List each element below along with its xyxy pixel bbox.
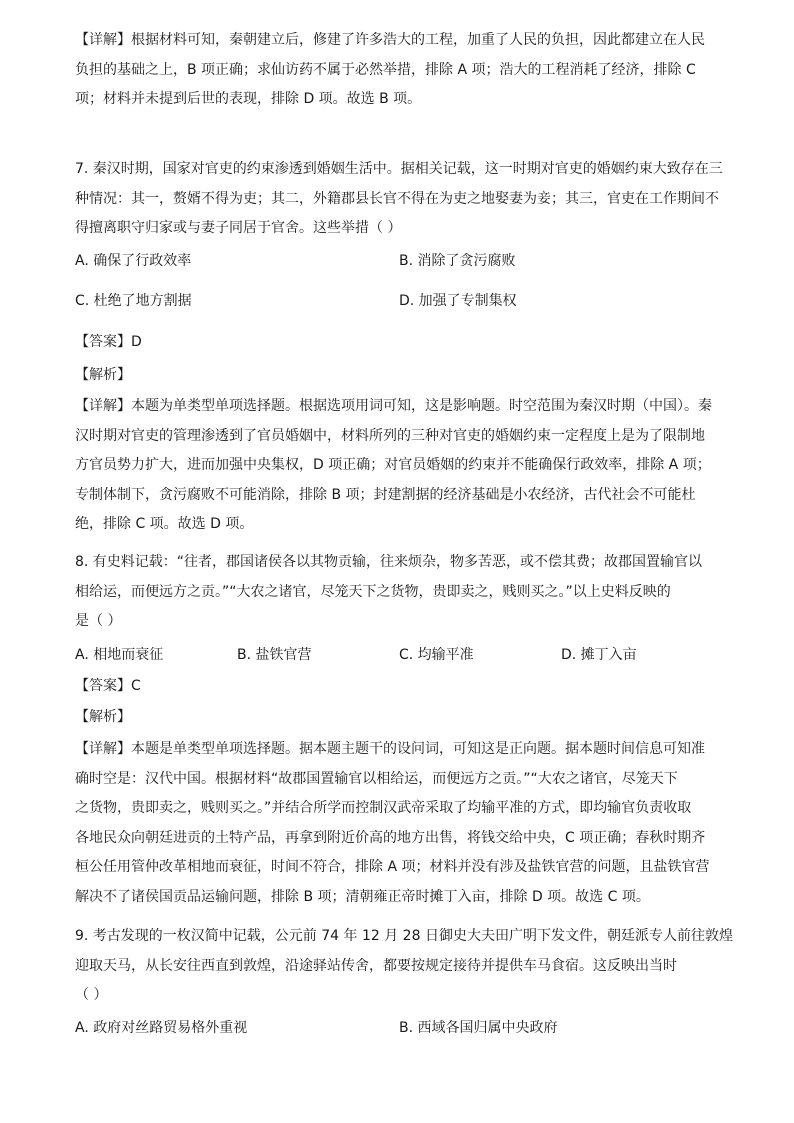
question-7-option-c: C. 杜绝了地方割据 [75,293,192,309]
question-7-stem [75,155,723,244]
question-7-analysis-label: 【解析】 [75,367,131,383]
question-7-option-a: A. 确保了行政效率 [75,253,192,269]
text-line: 9. 考古发现的一枚汉简中记载，公元前 74 年 12 月 28 日御史大夫田广明下发文件，朝廷派专人前往敦煌 [75,928,733,944]
text-line: 【详解】本题为单类型单项选择题。根据选项用词可知，这是影响题。时空范围为秦汉时期（中国）。秦 [75,398,712,414]
text-line: 【详解】本题是单类型单项选择题。据本题主题干的设问词，可知这是正向题。据本题时间信息可知准 [75,741,705,757]
text-line: 种情况：其一，赘婿不得为吏；其二，外籍郡县长官不得在为吏之地娶妻为妾；其三，官吏在工作期间不 [75,190,719,207]
text-line: 负担的基础之上，B 项正确；求仙访药不属于必然举措，排除 A 项；浩大的工程消耗了经济，排除 C [75,61,696,78]
text-line: 方官员势力扩大，进而加强中央集权，D 项正确；对官员婚姻的约束并不能确保行政效率，排除 A 项； [75,457,711,473]
question-8-detail [75,735,723,912]
text-line: 绝，排除 C 项。故选 D 项。 [75,516,254,532]
question-8-option-a: A. 相地而衰征 [75,647,164,663]
text-line: 是（ ） [75,613,122,629]
question-7-option-b: B. 消除了贪污腐败 [399,253,516,269]
text-line: 迎取天马，从长安往西直到敦煌，沿途驿站传舍，都要按规定接待并提供车马食宿。这反映出当时 [75,957,677,974]
text-line: 各地民众向朝廷进贡的土特产品，再拿到附近价高的地方出售，将钱交给中央，C 项正确；春秋时期齐 [75,829,706,846]
question-8-analysis-label: 【解析】 [75,709,131,725]
prev-detail [75,26,723,115]
text-line: 得擅离职守归家或与妻子同居于官舍。这些举措（ ） [75,220,402,236]
question-8-stem [75,548,723,637]
text-line: 之货物，贵即卖之，贱则买之。”并结合所学而控制汉武帝采取了均输平准的方式，即均输官负责收取 [75,800,692,816]
text-line: 7. 秦汉时期，国家对官吏的约束渗透到婚姻生活中。据相关记载，这一时期对官吏的婚姻约束大致存在三 [75,161,723,177]
question-9-stem [75,922,733,1011]
question-9-option-a: A. 政府对丝路贸易格外重视 [75,1020,248,1036]
text-line: 【详解】根据材料可知，秦朝建立后，修建了许多浩大的工程，加重了人民的负担，因此都建立在人民 [75,32,705,48]
question-8-option-d: D. 摊丁入亩 [561,647,637,663]
question-7-answer: 【答案】D [75,334,142,350]
text-line: 相给运，而便远方之贡。”“大农之诸官，尽笼天下之货物，贵即卖之，贱则买之。”以上史料反映的 [75,583,671,600]
question-8-answer: 【答案】C [75,678,141,694]
question-7-detail [75,392,723,540]
text-line: 汉时期对官吏的管理渗透到了官员婚姻中，材料所列的三种对官吏的婚姻约束一定程度上是为了限制地 [75,427,705,444]
text-line: 专制体制下，贪污腐败不可能消除，排除 B 项；封建割据的经济基础是小农经济，古代社会不可能杜 [75,486,696,503]
question-7-option-d: D. 加强了专制集权 [399,293,517,309]
question-9-option-b: B. 西域各国归属中央政府 [399,1020,558,1036]
question-8-option-c: C. 均输平准 [399,647,474,663]
text-line: 8. 有史料记载：“往者，郡国诸侯各以其物贡输，往来烦杂，物多苦恶，或不偿其费；故郡国置输官以 [75,554,703,570]
text-line: （ ） [75,987,108,1003]
text-line: 确时空是：汉代中国。根据材料“故郡国置输官以相给运，而便远方之贡。”“大农之诸官，尽笼天下 [75,770,678,787]
text-line: 项；材料并未提到后世的表现，排除 D 项。故选 B 项。 [75,91,422,107]
question-8-option-b: B. 盐铁官营 [237,647,312,663]
text-line: 桓公任用管仲改革相地而衰征，时间不符合，排除 A 项；材料并没有涉及盐铁官营的问题，且盐铁官营 [75,859,710,875]
text-line: 解决不了诸侯国贡品运输问题，排除 B 项；清朝雍正帝时摊丁入亩，排除 D 项。故选 C 项。 [75,888,650,905]
